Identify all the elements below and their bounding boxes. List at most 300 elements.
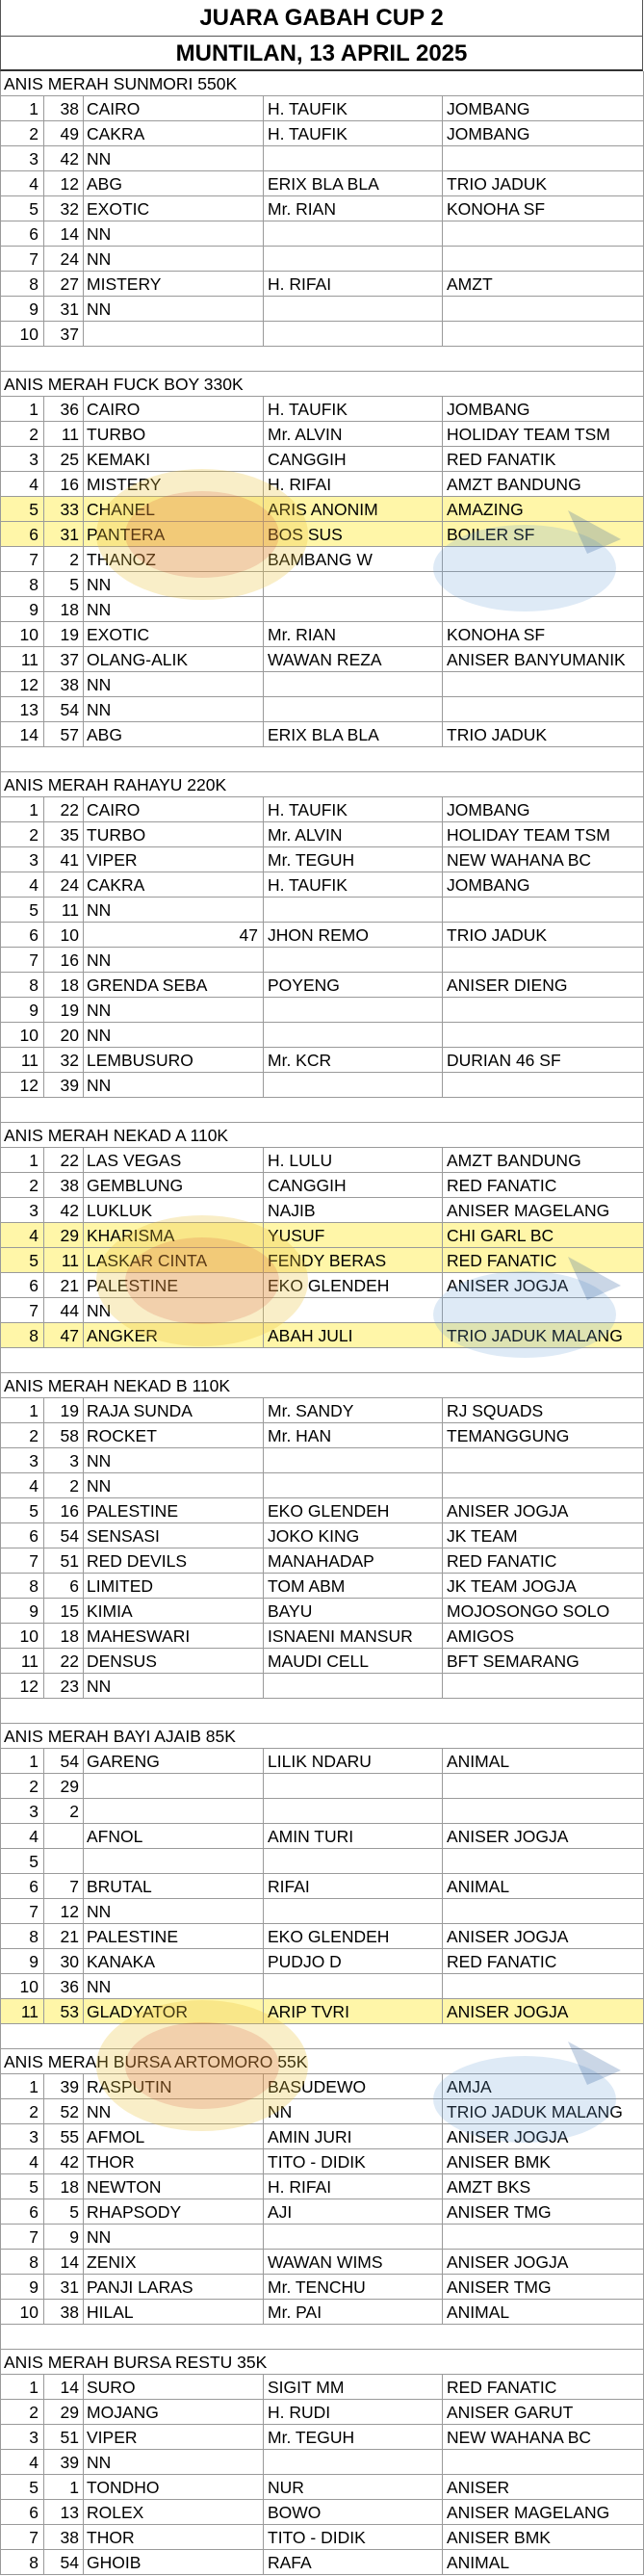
owner-cell: TITO - DIDIK [264, 2149, 443, 2174]
rank-cell: 2 [0, 1173, 44, 1198]
bird-cell: PALESTINE [84, 1273, 264, 1298]
section-header [0, 772, 644, 797]
number-cell: 5 [44, 572, 84, 597]
rank-cell: 8 [0, 1323, 44, 1348]
page-subtitle: MUNTILAN, 13 APRIL 2025 [0, 37, 643, 71]
owner-cell [264, 322, 443, 347]
team-cell [443, 948, 644, 973]
owner-cell: WAWAN WIMS [264, 2250, 443, 2275]
table-row [0, 1023, 644, 1048]
rank-cell: 2 [0, 2099, 44, 2124]
team-cell: NEW WAHANA BC [443, 2425, 644, 2450]
table-row [0, 1949, 644, 1974]
table-row [0, 1073, 644, 1098]
owner-cell: JHON REMO [264, 923, 443, 948]
table-row [0, 2475, 644, 2500]
team-cell [443, 2450, 644, 2475]
team-cell [443, 898, 644, 923]
bird-cell: VIPER [84, 2425, 264, 2450]
table-row [0, 872, 644, 898]
team-cell: HOLIDAY TEAM TSM [443, 822, 644, 847]
owner-cell: AJI [264, 2199, 443, 2225]
rank-cell: 11 [0, 1649, 44, 1674]
rank-cell: 4 [0, 2450, 44, 2475]
number-cell: 19 [44, 998, 84, 1023]
owner-cell [264, 1448, 443, 1473]
bird-cell: ABG [84, 722, 264, 747]
bird-cell: THOR [84, 2525, 264, 2550]
owner-cell [264, 697, 443, 722]
team-cell [443, 547, 644, 572]
table-row [0, 2099, 644, 2124]
table-row [0, 1298, 644, 1323]
number-cell: 39 [44, 2074, 84, 2099]
owner-cell: JOKO KING [264, 1523, 443, 1548]
rank-cell: 5 [0, 1248, 44, 1273]
rank-cell: 8 [0, 2250, 44, 2275]
owner-cell: MANAHADAP [264, 1548, 443, 1574]
number-cell: 38 [44, 1173, 84, 1198]
rank-cell: 7 [0, 1298, 44, 1323]
owner-cell: BAYU [264, 1599, 443, 1624]
table-row [0, 898, 644, 923]
number-cell: 30 [44, 1949, 84, 1974]
rank-cell: 6 [0, 2199, 44, 2225]
number-cell: 11 [44, 422, 84, 447]
team-cell: ANISER JOGJA [443, 1273, 644, 1298]
table-row [0, 96, 644, 121]
rank-cell: 5 [0, 1498, 44, 1523]
owner-cell: BAMBANG W [264, 547, 443, 572]
table-row [0, 1824, 644, 1849]
section-title: ANIS MERAH BURSA ARTOMORO 55K [4, 2052, 308, 2071]
number-cell: 9 [44, 2225, 84, 2250]
bird-cell: ROCKET [84, 1423, 264, 1448]
team-cell: TRIO JADUK MALANG [443, 2099, 644, 2124]
rank-cell: 6 [0, 1523, 44, 1548]
owner-cell [264, 572, 443, 597]
rank-cell: 1 [0, 2074, 44, 2099]
table-row [0, 822, 644, 847]
bird-cell: LIMITED [84, 1574, 264, 1599]
number-cell [44, 1824, 84, 1849]
number-cell: 54 [44, 1749, 84, 1774]
bird-cell: OLANG-ALIK [84, 647, 264, 672]
owner-cell: YUSUF [264, 1223, 443, 1248]
bird-cell: CAKRA [84, 872, 264, 898]
section-title: ANIS MERAH FUCK BOY 330K [4, 375, 244, 394]
bird-cell: NN [84, 1448, 264, 1473]
table-row [0, 1523, 644, 1548]
owner-cell [264, 1473, 443, 1498]
number-cell: 32 [44, 1048, 84, 1073]
table-row [0, 121, 644, 146]
number-cell: 19 [44, 622, 84, 647]
owner-cell: H. TAUFIK [264, 872, 443, 898]
bird-cell: KIMIA [84, 1599, 264, 1624]
number-cell: 25 [44, 447, 84, 472]
number-cell: 3 [44, 1448, 84, 1473]
owner-cell: POYENG [264, 973, 443, 998]
team-cell [443, 998, 644, 1023]
table-row [0, 2074, 644, 2099]
bird-cell: KEMAKI [84, 447, 264, 472]
table-row [0, 1173, 644, 1198]
bird-cell: NN [84, 672, 264, 697]
table-row [0, 998, 644, 1023]
rank-cell: 11 [0, 1048, 44, 1073]
rank-cell: 8 [0, 1574, 44, 1599]
owner-cell [264, 998, 443, 1023]
owner-cell: Mr. SANDY [264, 1398, 443, 1423]
rank-cell: 7 [0, 1548, 44, 1574]
number-cell: 16 [44, 948, 84, 973]
table-row [0, 447, 644, 472]
rank-cell: 6 [0, 1874, 44, 1899]
table-row [0, 973, 644, 998]
owner-cell [264, 247, 443, 272]
table-row [0, 1974, 644, 1999]
number-cell: 57 [44, 722, 84, 747]
table-row [0, 171, 644, 196]
owner-cell: CANGGIH [264, 1173, 443, 1198]
table-row [0, 572, 644, 597]
bird-cell: PALESTINE [84, 1498, 264, 1523]
bird-cell: NN [84, 1899, 264, 1924]
bird-cell [84, 322, 264, 347]
team-cell: JK TEAM JOGJA [443, 1574, 644, 1599]
table-row [0, 923, 644, 948]
number-cell: 38 [44, 2300, 84, 2325]
table-row [0, 397, 644, 422]
team-cell [443, 2225, 644, 2250]
rank-cell: 8 [0, 2550, 44, 2575]
owner-cell: AMIN JURI [264, 2124, 443, 2149]
owner-cell [264, 1974, 443, 1999]
bird-cell: KHARISMA [84, 1223, 264, 1248]
table-row [0, 1273, 644, 1298]
table-row [0, 1248, 644, 1273]
team-cell: RED FANATIK [443, 447, 644, 472]
rank-cell: 4 [0, 171, 44, 196]
owner-cell: SIGIT MM [264, 2375, 443, 2400]
owner-cell: Mr. PAI [264, 2300, 443, 2325]
spacer-row [0, 1098, 644, 1123]
table-row [0, 1048, 644, 1073]
bird-cell: NN [84, 1023, 264, 1048]
team-cell: ANISER TMG [443, 2275, 644, 2300]
team-cell: BFT SEMARANG [443, 1649, 644, 1674]
team-cell: TRIO JADUK MALANG [443, 1323, 644, 1348]
bird-cell: NN [84, 221, 264, 247]
rank-cell: 9 [0, 1599, 44, 1624]
table-row [0, 1849, 644, 1874]
table-row [0, 547, 644, 572]
team-cell: TEMANGGUNG [443, 1423, 644, 1448]
table-row [0, 1624, 644, 1649]
team-cell: ANISER DIENG [443, 973, 644, 998]
section-title: ANIS MERAH BURSA RESTU 35K [4, 2353, 268, 2372]
rank-cell: 8 [0, 973, 44, 998]
owner-cell: H. TAUFIK [264, 96, 443, 121]
table-row [0, 1999, 644, 2024]
team-cell: ANISER GARUT [443, 2400, 644, 2425]
bird-cell: NN [84, 898, 264, 923]
bird-cell: GHOIB [84, 2550, 264, 2575]
rank-cell: 3 [0, 2124, 44, 2149]
bird-cell: THOR [84, 2149, 264, 2174]
team-cell [443, 1073, 644, 1098]
table-row [0, 2300, 644, 2325]
owner-cell: MAUDI CELL [264, 1649, 443, 1674]
owner-cell: TITO - DIDIK [264, 2525, 443, 2550]
bird-cell [84, 1799, 264, 1824]
rank-cell: 11 [0, 647, 44, 672]
rank-cell: 7 [0, 247, 44, 272]
number-cell: 44 [44, 1298, 84, 1323]
bird-cell: LEMBUSURO [84, 1048, 264, 1073]
number-cell: 32 [44, 196, 84, 221]
table-row [0, 1148, 644, 1173]
owner-cell: Mr. KCR [264, 1048, 443, 1073]
team-cell [443, 697, 644, 722]
team-cell: ANISER JOGJA [443, 2250, 644, 2275]
team-cell [443, 146, 644, 171]
rank-cell: 1 [0, 397, 44, 422]
number-cell: 36 [44, 397, 84, 422]
number-cell: 24 [44, 872, 84, 898]
team-cell: JOMBANG [443, 96, 644, 121]
table-row [0, 272, 644, 297]
team-cell [443, 247, 644, 272]
bird-cell: CAIRO [84, 797, 264, 822]
number-cell: 36 [44, 1974, 84, 1999]
number-cell: 31 [44, 2275, 84, 2300]
owner-cell: RAFA [264, 2550, 443, 2575]
bird-cell: GRENDA SEBA [84, 973, 264, 998]
bird-cell: HILAL [84, 2300, 264, 2325]
bird-cell [84, 1849, 264, 1874]
bird-cell: NN [84, 697, 264, 722]
owner-cell [264, 1073, 443, 1098]
bird-cell: CAIRO [84, 96, 264, 121]
rank-cell: 4 [0, 2149, 44, 2174]
table-row [0, 948, 644, 973]
team-cell [443, 597, 644, 622]
bird-cell: LUKLUK [84, 1198, 264, 1223]
table-row [0, 672, 644, 697]
bird-cell: SENSASI [84, 1523, 264, 1548]
rank-cell: 7 [0, 948, 44, 973]
bird-cell: NN [84, 2099, 264, 2124]
owner-cell: NUR [264, 2475, 443, 2500]
team-cell [443, 221, 644, 247]
number-cell: 14 [44, 2250, 84, 2275]
bird-cell: PANJI LARAS [84, 2275, 264, 2300]
rank-cell: 3 [0, 847, 44, 872]
section-title: ANIS MERAH NEKAD B 110K [4, 1376, 231, 1395]
rank-cell: 8 [0, 1924, 44, 1949]
team-cell [443, 1473, 644, 1498]
rank-cell: 5 [0, 1849, 44, 1874]
number-cell: 38 [44, 96, 84, 121]
number-cell: 42 [44, 146, 84, 171]
rank-cell: 5 [0, 898, 44, 923]
owner-cell [264, 1899, 443, 1924]
owner-cell: WAWAN REZA [264, 647, 443, 672]
number-cell: 12 [44, 1899, 84, 1924]
bird-cell: NN [84, 1298, 264, 1323]
owner-cell: H. TAUFIK [264, 397, 443, 422]
table-row [0, 1899, 644, 1924]
number-cell: 55 [44, 2124, 84, 2149]
number-cell: 13 [44, 2500, 84, 2525]
owner-cell: Mr. ALVIN [264, 822, 443, 847]
page-title: JUARA GABAH CUP 2 [0, 0, 643, 37]
table-row [0, 1749, 644, 1774]
table-row [0, 2275, 644, 2300]
number-cell: 7 [44, 1874, 84, 1899]
rank-cell: 6 [0, 221, 44, 247]
number-cell: 51 [44, 2425, 84, 2450]
team-cell: ANISER BMK [443, 2149, 644, 2174]
owner-cell [264, 1774, 443, 1799]
team-cell [443, 572, 644, 597]
section-header [0, 1373, 644, 1398]
bird-cell: MISTERY [84, 272, 264, 297]
table-row [0, 2550, 644, 2575]
number-cell: 15 [44, 1599, 84, 1624]
spacer-row [0, 1699, 644, 1724]
team-cell: ANISER TMG [443, 2199, 644, 2225]
team-cell: DURIAN 46 SF [443, 1048, 644, 1073]
team-cell: CHI GARL BC [443, 1223, 644, 1248]
rank-cell: 12 [0, 672, 44, 697]
number-cell: 11 [44, 1248, 84, 1273]
rank-cell: 4 [0, 1824, 44, 1849]
number-cell: 18 [44, 973, 84, 998]
number-cell: 31 [44, 297, 84, 322]
bird-cell: NN [84, 1674, 264, 1699]
number-cell: 19 [44, 1398, 84, 1423]
rank-cell: 7 [0, 2525, 44, 2550]
owner-cell [264, 2225, 443, 2250]
table-row [0, 1774, 644, 1799]
team-cell: TRIO JADUK [443, 171, 644, 196]
bird-cell: THANOZ [84, 547, 264, 572]
owner-cell [264, 2450, 443, 2475]
spacer-row [0, 347, 644, 372]
team-cell: ANISER BANYUMANIK [443, 647, 644, 672]
rank-cell: 13 [0, 697, 44, 722]
table-row [0, 522, 644, 547]
number-cell: 22 [44, 797, 84, 822]
rank-cell: 3 [0, 2425, 44, 2450]
bird-cell: BRUTAL [84, 1874, 264, 1899]
rank-cell: 2 [0, 2400, 44, 2425]
team-cell: ANISER [443, 2475, 644, 2500]
bird-cell: NN [84, 2450, 264, 2475]
number-cell: 35 [44, 822, 84, 847]
table-row [0, 647, 644, 672]
team-cell: ANISER MAGELANG [443, 1198, 644, 1223]
team-cell: RJ SQUADS [443, 1398, 644, 1423]
rank-cell: 5 [0, 2174, 44, 2199]
rank-cell: 4 [0, 1223, 44, 1248]
number-cell: 14 [44, 221, 84, 247]
section-title: ANIS MERAH SUNMORI 550K [4, 74, 238, 93]
team-cell: ANIMAL [443, 1749, 644, 1774]
rank-cell: 9 [0, 597, 44, 622]
owner-cell [264, 297, 443, 322]
rank-cell: 5 [0, 497, 44, 522]
owner-cell: Mr. TEGUH [264, 847, 443, 872]
owner-cell: H. TAUFIK [264, 121, 443, 146]
table-row [0, 622, 644, 647]
owner-cell: FENDY BERAS [264, 1248, 443, 1273]
team-cell: ANISER JOGJA [443, 2124, 644, 2149]
rank-cell: 12 [0, 1674, 44, 1699]
rank-cell: 2 [0, 1774, 44, 1799]
spacer-row [0, 1348, 644, 1373]
bird-cell: LASKAR CINTA [84, 1248, 264, 1273]
bird-cell: NN [84, 572, 264, 597]
rank-cell: 8 [0, 272, 44, 297]
table-row [0, 1674, 644, 1699]
rank-cell: 12 [0, 1073, 44, 1098]
team-cell [443, 1774, 644, 1799]
team-cell: JOMBANG [443, 797, 644, 822]
owner-cell: Mr. HAN [264, 1423, 443, 1448]
team-cell [443, 1298, 644, 1323]
rank-cell: 1 [0, 1749, 44, 1774]
team-cell: AMIGOS [443, 1624, 644, 1649]
team-cell: JOMBANG [443, 397, 644, 422]
team-cell: ANIMAL [443, 2550, 644, 2575]
section-header [0, 2350, 644, 2375]
team-cell [443, 1799, 644, 1824]
rank-cell: 2 [0, 822, 44, 847]
table-row [0, 2500, 644, 2525]
owner-cell: H. TAUFIK [264, 797, 443, 822]
number-cell: 29 [44, 1774, 84, 1799]
owner-cell [264, 1799, 443, 1824]
rank-cell: 6 [0, 522, 44, 547]
team-cell: MOJOSONGO SOLO [443, 1599, 644, 1624]
table-row [0, 1649, 644, 1674]
number-cell: 39 [44, 1073, 84, 1098]
rank-cell: 10 [0, 1624, 44, 1649]
team-cell: ANISER JOGJA [443, 1824, 644, 1849]
table-row [0, 2425, 644, 2450]
rank-cell: 3 [0, 1799, 44, 1824]
team-cell: HOLIDAY TEAM TSM [443, 422, 644, 447]
table-row [0, 2124, 644, 2149]
table-row [0, 1223, 644, 1248]
table-row [0, 1198, 644, 1223]
owner-cell: TOM ABM [264, 1574, 443, 1599]
owner-cell [264, 1674, 443, 1699]
table-row [0, 146, 644, 171]
rank-cell: 8 [0, 572, 44, 597]
bird-cell: NN [84, 1073, 264, 1098]
bird-cell: NN [84, 1473, 264, 1498]
owner-cell [264, 898, 443, 923]
team-cell: KONOHA SF [443, 196, 644, 221]
table-row [0, 297, 644, 322]
number-cell: 37 [44, 647, 84, 672]
rank-cell: 9 [0, 998, 44, 1023]
